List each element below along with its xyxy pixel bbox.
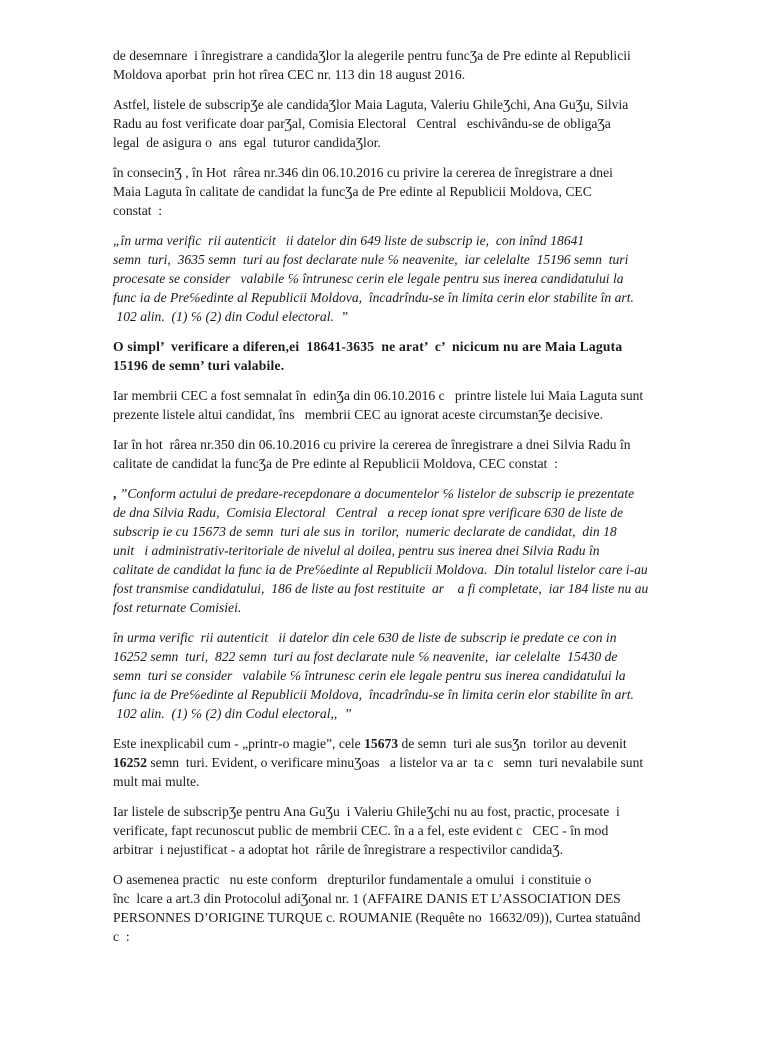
- text-line: [113, 522, 723, 541]
- text-run: Este inexplicabil cum - „printr-o magie”, cele: [113, 736, 365, 751]
- text-line: [113, 647, 723, 666]
- paragraph-3: [113, 163, 723, 220]
- text-run: 16252 semn turi, 822 semn turi au fost declarate nule ℅ neavenite, iar celelalte 15430 de: [113, 649, 618, 664]
- text-line: [113, 114, 723, 133]
- text-line: [113, 685, 723, 704]
- text-run: c :: [113, 929, 130, 944]
- text-line: [113, 840, 723, 859]
- text-line: [113, 307, 723, 326]
- text-line: [113, 598, 723, 617]
- text-line: [113, 560, 723, 579]
- text-line: [113, 386, 723, 405]
- text-line: [113, 269, 723, 288]
- text-run: PERSONNES D’ORIGINE TURQUE c. ROUMANIE (Requête no 16632/09)), Curtea statuând: [113, 910, 641, 925]
- text-line: [113, 927, 723, 946]
- text-line: [113, 46, 723, 65]
- text-run: func ia de Pre℅edinte al Republicii Moldova, încadrîndu-se în limita cerin elor stabilite în art.: [113, 687, 634, 702]
- text-run: de dna Silvia Radu, Comisia Electoral Central a recep ionat spre verificare 630 de liste de: [113, 505, 624, 520]
- text-line: [113, 541, 723, 560]
- text-run: ,: [113, 486, 120, 501]
- text-line: [113, 163, 723, 182]
- text-run: fost transmise candidatului, 186 de liste au fost restituite ar a fi completate, iar 184 liste nu au: [113, 581, 649, 596]
- text-line: [113, 95, 723, 114]
- text-run: 102 alin. (1) ℅ (2) din Codul electoral,, ”: [113, 706, 352, 721]
- text-run: prezente listele altui candidat, îns membrii CEC au ignorat aceste circumstanƷe decisive.: [113, 407, 604, 422]
- text-run: fost returnate Comisiei.: [113, 600, 242, 615]
- paragraph-4: [113, 231, 723, 326]
- text-run: unit i administrativ-teritoriale de nivelul al doilea, pentru sus inerea dnei Silvia Radu în: [113, 543, 600, 558]
- text-run: semn turi, 3635 semn turi au fost declarate nule ℅ neavenite, iar celelalte 15196 semn turi: [113, 252, 629, 267]
- text-run: 102 alin. (1) ℅ (2) din Codul electoral. ”: [113, 309, 349, 324]
- text-run: subscrip ie cu 15673 de semn turi ale sus in torilor, numeric declarate de candidat, din 18: [113, 524, 617, 539]
- text-run: calitate de candidat la funcƷa de Pre edinte al Republicii Moldova, CEC constat :: [113, 456, 558, 471]
- text-run: Radu au fost verificate doar parƷal, Comisia Electoral Central eschivându-se de obligaƷa: [113, 116, 611, 131]
- text-run: Maia Laguta în calitate de candidat la funcƷa de Pre edinte al Republicii Moldova, CEC: [113, 184, 592, 199]
- text-run: func ia de Pre℅edinte al Republicii Moldova, încadrîndu-se în limita cerin elor stabilite în art.: [113, 290, 634, 305]
- text-run: în consecinƷ , în Hot rârea nr.346 din 06.10.2016 cu privire la cererea de înregistrare a dnei: [113, 165, 613, 180]
- text-line: [113, 435, 723, 454]
- text-run: Astfel, listele de subscripƷe ale candidaƷlor Maia Laguta, Valeriu GhileƷchi, Ana GuƷu, Silvia: [113, 97, 629, 112]
- text-run: ”Conform actului de predare-recepdonare a documentelor ℅ listelor de subscrip ie prezentate: [119, 486, 635, 501]
- text-line: [113, 889, 723, 908]
- text-line: [113, 231, 723, 250]
- paragraph-5: [113, 337, 723, 375]
- text-run: de semn turi ale susƷn torilor au devenit: [398, 736, 627, 751]
- text-run: în urma verific rii autenticit ii datelor din cele 630 de liste de subscrip ie predate ce con in: [113, 630, 617, 645]
- text-line: [113, 772, 723, 791]
- text-line: [113, 908, 723, 927]
- text-line: [113, 405, 723, 424]
- paragraph-8: [113, 484, 723, 617]
- text-line: [113, 201, 723, 220]
- document-body: [113, 46, 723, 957]
- text-run: O simpl’ verificare a diferen,ei 18641-3635 ne arat’ c’ nicicum nu are Maia Laguta: [113, 339, 623, 354]
- paragraph-2: [113, 95, 723, 152]
- text-line: [113, 337, 723, 356]
- text-run: verificate, fapt recunoscut public de membrii CEC. în a a fel, este evident c CEC - în mod: [113, 823, 609, 838]
- text-line: [113, 484, 723, 503]
- text-run: calitate de candidat la func ia de Pre℅edinte al Republicii Moldova. Din totalul listelor care i-au: [113, 562, 648, 577]
- text-line: [113, 666, 723, 685]
- text-run: Iar în hot rârea nr.350 din 06.10.2016 cu privire la cererea de înregistrare a dnei Silvia Radu în: [113, 437, 631, 452]
- text-line: [113, 503, 723, 522]
- text-line: [113, 870, 723, 889]
- text-run: arbitrar i nejustificat - a adoptat hot rârile de înregistrare a respectivilor candidaƷ.: [113, 842, 564, 857]
- text-line: [113, 579, 723, 598]
- text-run: procesate se consider valabile ℅ întrunesc cerin ele legale pentru sus inerea candidatului la: [113, 271, 624, 286]
- text-run: Moldova aporbat prin hot rîrea CEC nr. 113 din 18 august 2016.: [113, 67, 466, 82]
- text-line: [113, 454, 723, 473]
- text-line: [113, 356, 723, 375]
- text-run: Iar membrii CEC a fost semnalat în edinƷa din 06.10.2016 c printre listele lui Maia Laguta sunt: [113, 388, 644, 403]
- text-run: „în urma verific rii autenticit ii datelor din 649 liste de subscrip ie, con inînd 18641: [113, 233, 585, 248]
- text-line: [113, 821, 723, 840]
- text-run: 15196 de semn’ turi valabile.: [113, 358, 285, 373]
- paragraph-11: [113, 802, 723, 859]
- text-line: [113, 133, 723, 152]
- text-line: [113, 802, 723, 821]
- text-line: [113, 628, 723, 647]
- text-run: Iar listele de subscripƷe pentru Ana GuƷu i Valeriu GhileƷchi nu au fost, practic, procesate i: [113, 804, 620, 819]
- text-run: 16252: [113, 755, 147, 770]
- text-run: legal de asigura o ans egal tuturor candidaƷlor.: [113, 135, 381, 150]
- text-run: înc lcare a art.3 din Protocolul adiƷonal nr. 1 (AFFAIRE DANIS ET L’ASSOCIATION DES: [113, 891, 621, 906]
- paragraph-12: [113, 870, 723, 946]
- text-run: de desemnare i înregistrare a candidaƷlor la alegerile pentru funcƷa de Pre edinte al Republicii: [113, 48, 631, 63]
- text-line: [113, 288, 723, 307]
- text-run: constat :: [113, 203, 163, 218]
- text-line: [113, 250, 723, 269]
- text-line: [113, 182, 723, 201]
- paragraph-7: [113, 435, 723, 473]
- text-line: [113, 734, 723, 753]
- text-line: [113, 753, 723, 772]
- text-run: 15673: [364, 736, 399, 751]
- text-run: semn turi se consider valabile ℅ întrunesc cerin ele legale pentru sus inerea candidatului la: [113, 668, 626, 683]
- text-line: [113, 65, 723, 84]
- paragraph-9: [113, 628, 723, 723]
- text-run: O asemenea practic nu este conform drepturilor fundamentale a omului i constituie o: [113, 872, 592, 887]
- text-run: mult mai multe.: [113, 774, 200, 789]
- paragraph-10: [113, 734, 723, 791]
- paragraph-1: [113, 46, 723, 84]
- text-line: [113, 704, 723, 723]
- text-run: semn turi. Evident, o verificare minuƷoas a listelor va ar ta c semn turi nevalabile sunt: [146, 755, 644, 770]
- paragraph-6: [113, 386, 723, 424]
